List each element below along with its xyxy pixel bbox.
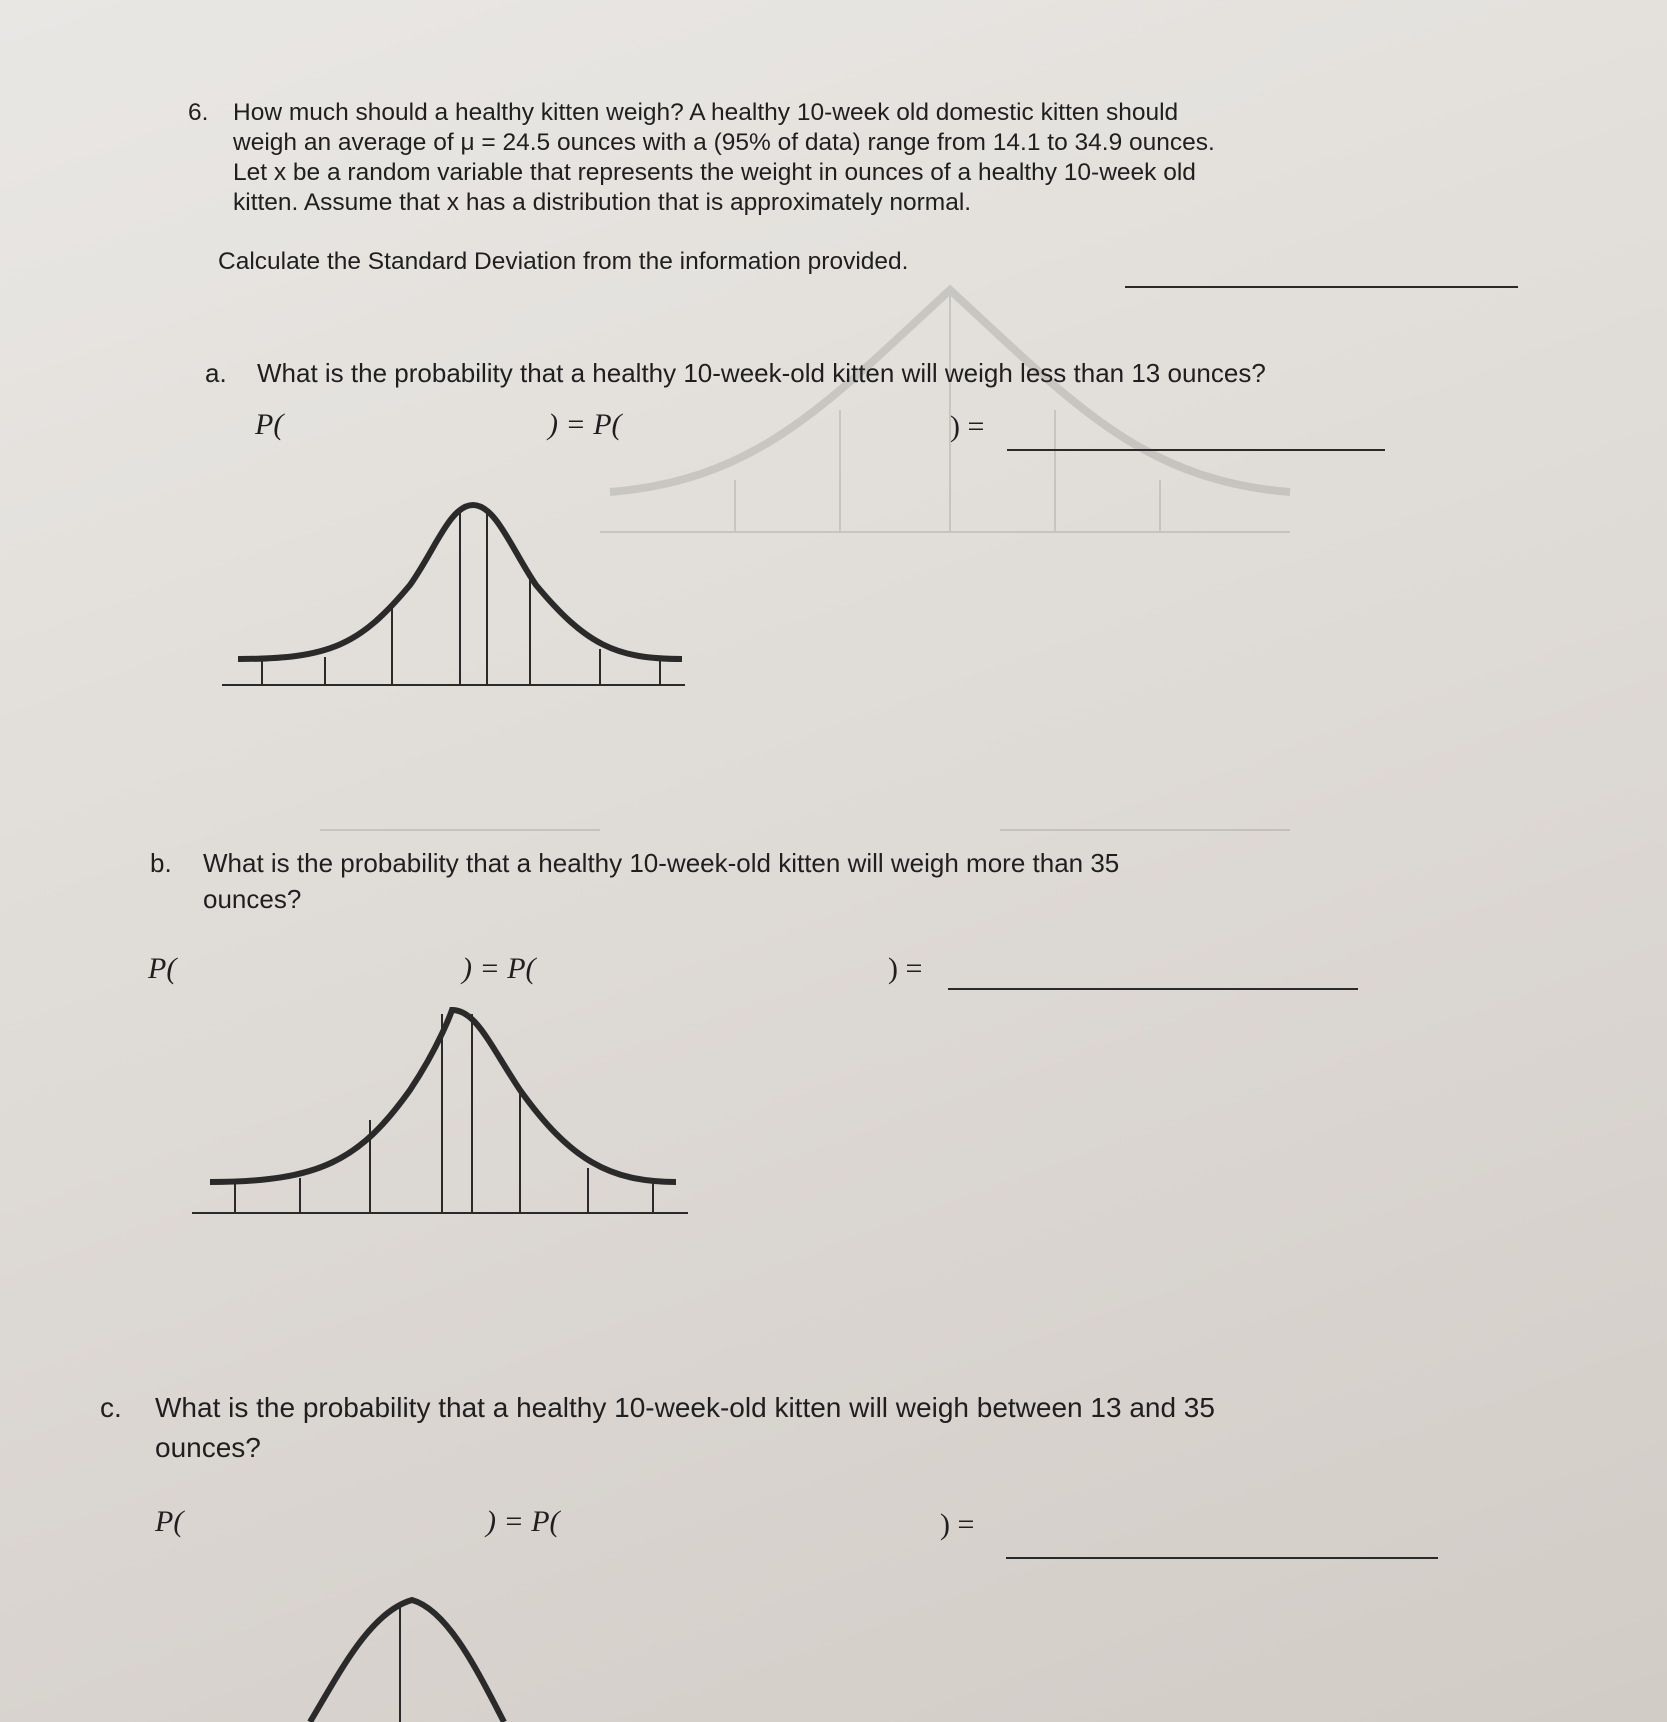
question-text: ounces?	[203, 884, 302, 914]
answer-blank-a[interactable]	[1007, 449, 1385, 451]
probability-mid-a: ) = P(	[548, 408, 622, 441]
probability-left-c: P(	[155, 1505, 184, 1538]
question-text: ounces?	[155, 1432, 261, 1463]
problem-line: How much should a healthy kitten weigh? A healthy 10-week old domestic kitten should	[233, 99, 1179, 126]
answer-blank-b[interactable]	[948, 988, 1358, 990]
sd-answer-blank[interactable]	[1125, 286, 1518, 288]
question-text: What is the probability that a healthy 10-week-old kitten will weigh more than 35	[203, 848, 1120, 878]
probability-right-c: ) =	[940, 1508, 975, 1541]
probability-right-a: ) =	[950, 410, 985, 443]
probability-mid-c: ) = P(	[486, 1505, 560, 1538]
question-text: What is the probability that a healthy 10-week-old kitten will weigh between 13 and 35	[155, 1392, 1215, 1423]
probability-left-b: P(	[148, 952, 177, 985]
question-text: What is the probability that a healthy 10-week-old kitten will weigh less than 13 ounces?	[257, 358, 1266, 388]
problem-number: 6.	[188, 99, 209, 126]
answer-blank-c[interactable]	[1006, 1557, 1438, 1559]
probability-right-b: ) =	[888, 952, 923, 985]
question-letter: b.	[150, 848, 172, 878]
normal-curve-c	[290, 1592, 590, 1722]
problem-line: Let x be a random variable that represents the weight in ounces of a healthy 10-week old	[233, 159, 1196, 186]
sd-instruction: Calculate the Standard Deviation from the information provided.	[218, 248, 909, 275]
normal-curve-b	[190, 1000, 690, 1230]
normal-curve-a	[220, 495, 690, 695]
problem-line: weigh an average of μ = 24.5 ounces with a (95% of data) range from 14.1 to 34.9 ounces.	[233, 129, 1215, 156]
question-letter: a.	[205, 358, 227, 388]
question-letter: c.	[100, 1392, 122, 1423]
problem-line: kitten. Assume that x has a distribution that is approximately normal.	[233, 189, 972, 216]
probability-left-a: P(	[255, 408, 284, 441]
probability-mid-b: ) = P(	[462, 952, 536, 985]
